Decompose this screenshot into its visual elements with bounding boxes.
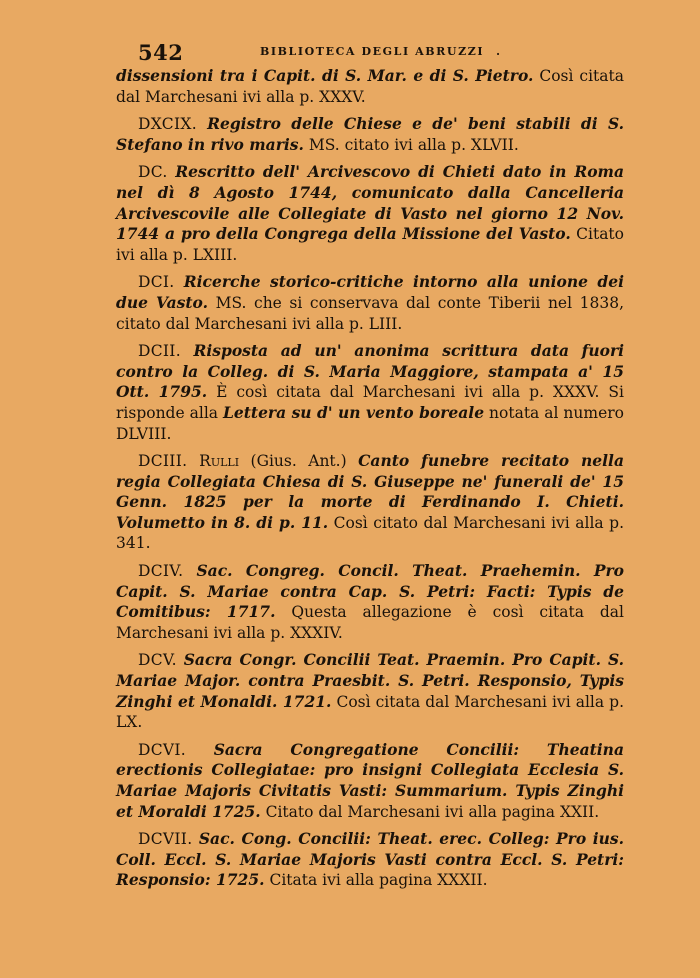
bibliography-entry [116,272,624,334]
entry-title: Sac. Cong. Concilii: Theat. erec. Colleg: Pro ius. Coll. Eccl. S. Mariae Majoris Vasti contra Eccl. S. Petri: Responsio: 1725. [116,829,625,890]
bibliography-entry [116,740,624,822]
bibliography-entry [116,451,624,554]
page-header [138,40,540,64]
running-title-dot: . [496,45,502,58]
entry-title: Sacra Congregatione Concilii: Theatina erectionis Collegiatae: pro insigni Collegiata Ecclesia S. Mariae Majoris Civitatis Vasti: Summarium. Typis Zinghi et Moraldi 1725. [116,739,624,821]
bibliography-entry [116,66,624,107]
entry-text: Citato dal Marchesani ivi alla pagina XXII. [260,802,600,821]
entry-title: Registro delle Chiese e de' beni stabili di S. Stefano in rivo maris. [116,114,624,154]
running-title-text: BIBLIOTECA DEGLI ABRUZZI [260,45,485,58]
entry-number: DXCIX. [138,115,208,134]
entry-number: DCIII. [138,452,200,471]
entry-text: notata al numero DLVIII. [116,403,624,443]
bibliography-entry [116,829,624,891]
entry-text: Questa allegazione è così citata dal Marchesani ivi alla p. XXXIV. [116,603,625,642]
bibliography-entry [116,561,624,643]
entry-number: DCIV. [138,562,197,581]
entry-title: Lettera su d' un vento boreale [222,402,485,422]
entry-number: DCII. [138,342,194,361]
entry-text: MS. che si conservava dal conte Tiberii nel 1838, citato dal Marchesani ivi alla p. LIII. [116,293,624,333]
page-number: 542 [138,40,184,65]
entry-title: Sac. Congreg. Concil. Theat. Praehemin. Pro Capit. S. Mariae contra Cap. S. Petri: Facti: Typis de Comitibus: 1717. [116,561,624,622]
entry-text: Citata ivi alla pagina XXXII. [264,871,488,890]
entry-text: (Gius. Ant.) [239,452,359,471]
entry-number: DCI. [138,273,184,292]
entry-text: Così citato dal Marchesani ivi alla p. 341. [116,513,624,553]
entry-title: Sacra Congr. Concilii Teat. Praemin. Pro Capit. S. Mariae Major. contra Praesbit. S. Petri. Responsio, Typis Zinghi et Monaldi. 1721. [116,650,624,711]
entry-text: Così citata dal Marchesani ivi alla p. XXXV. [116,67,624,106]
entry-number: DC. [138,163,176,182]
bibliography-entry [116,650,624,732]
bibliography-entries [116,66,624,898]
entry-text: Citato ivi alla p. LXIII. [116,225,624,264]
bibliography-entry [116,162,624,265]
entry-number: DCVII. [138,830,199,849]
entry-title: Rescritto dell' Arcivescovo di Chieti dato in Roma nel dì 8 Agosto 1744, comunicato dalla Cancelleria Arcivescovile alle Collegiate di Vasto nel giorno 12 Nov. 1744 a pro della Congrega della Missione del Vasto. [116,162,624,244]
entry-title: dissensioni tra i Capit. di S. Mar. e di S. Pietro. [116,66,534,85]
entry-title: Ricerche storico-critiche intorno alla unione dei due Vasto. [116,272,624,312]
entry-text: È così citata dal Marchesani ivi alla p. XXXV. Si risponde alla [116,383,624,422]
bibliography-entry [116,114,624,155]
entry-text: MS. citato ivi alla p. XLVII. [303,135,519,154]
entry-author: Rulli [199,452,240,471]
entry-number: DCVI. [138,740,214,759]
bibliography-entry [116,341,624,444]
running-title [260,45,502,58]
entry-title: Risposta ad un' anonima scrittura data fuori contro la Colleg. di S. Maria Maggiore, stampata a' 15 Ott. 1795. [116,341,625,402]
entry-title: Canto funebre recitato nella regia Collegiata Chiesa di S. Giuseppe ne' funerali de' 15 Genn. 1825 per la morte di Ferdinando I. Chieti. Volumetto in 8. di p. 11. [116,451,624,532]
entry-number: DCV. [138,651,184,670]
entry-text: Così citata dal Marchesani ivi alla p. LX. [116,692,624,732]
